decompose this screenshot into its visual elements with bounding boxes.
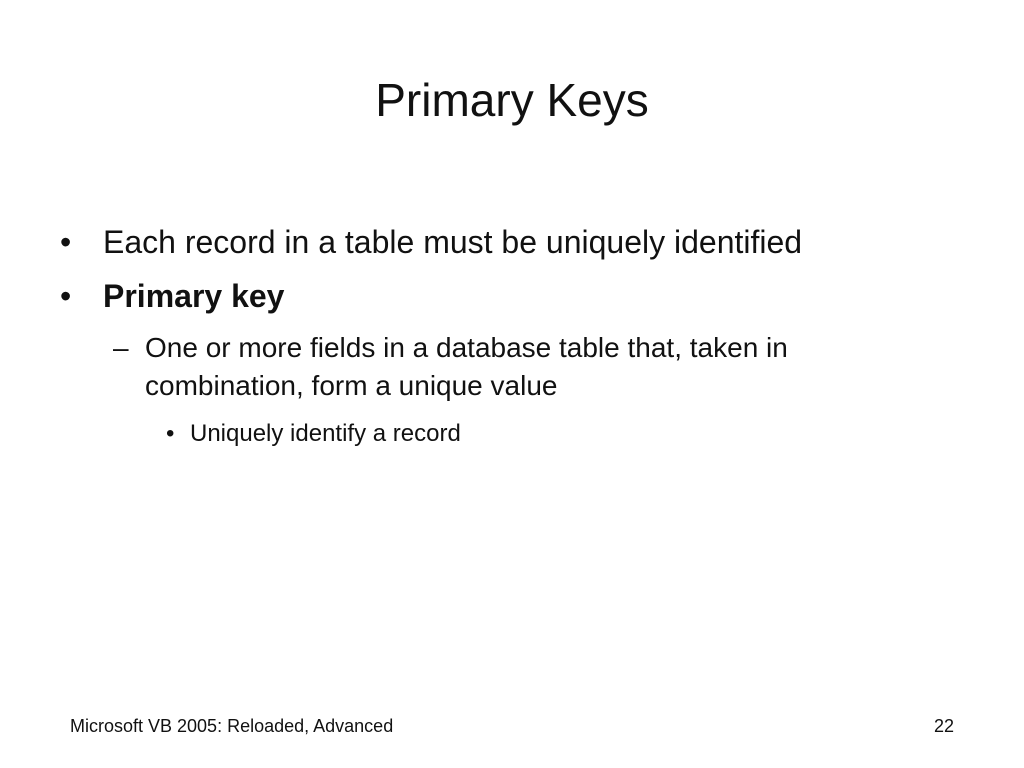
bullet-item-2	[60, 276, 284, 316]
sub-bullet-text: One or more fields in a database table that, taken in combination, form a unique value	[145, 332, 788, 401]
footer-course-title: Microsoft VB 2005: Reloaded, Advanced	[70, 716, 394, 736]
bullet-marker: •	[60, 224, 72, 260]
bullet-text: Each record in a table must be uniquely identified	[103, 224, 803, 260]
sub-sub-bullet-item	[166, 418, 461, 450]
sub-bullet-item	[113, 329, 953, 405]
sub-sub-bullet-text: Uniquely identify a record	[190, 420, 461, 447]
page-number: 22	[933, 716, 954, 736]
bullet-item-1	[60, 222, 802, 262]
dash-marker: –	[113, 332, 129, 363]
bullet-marker: •	[60, 278, 72, 314]
bullet-marker: •	[166, 420, 175, 447]
slide-title: Primary Keys	[375, 74, 649, 126]
bullet-text: Primary key	[103, 278, 285, 314]
